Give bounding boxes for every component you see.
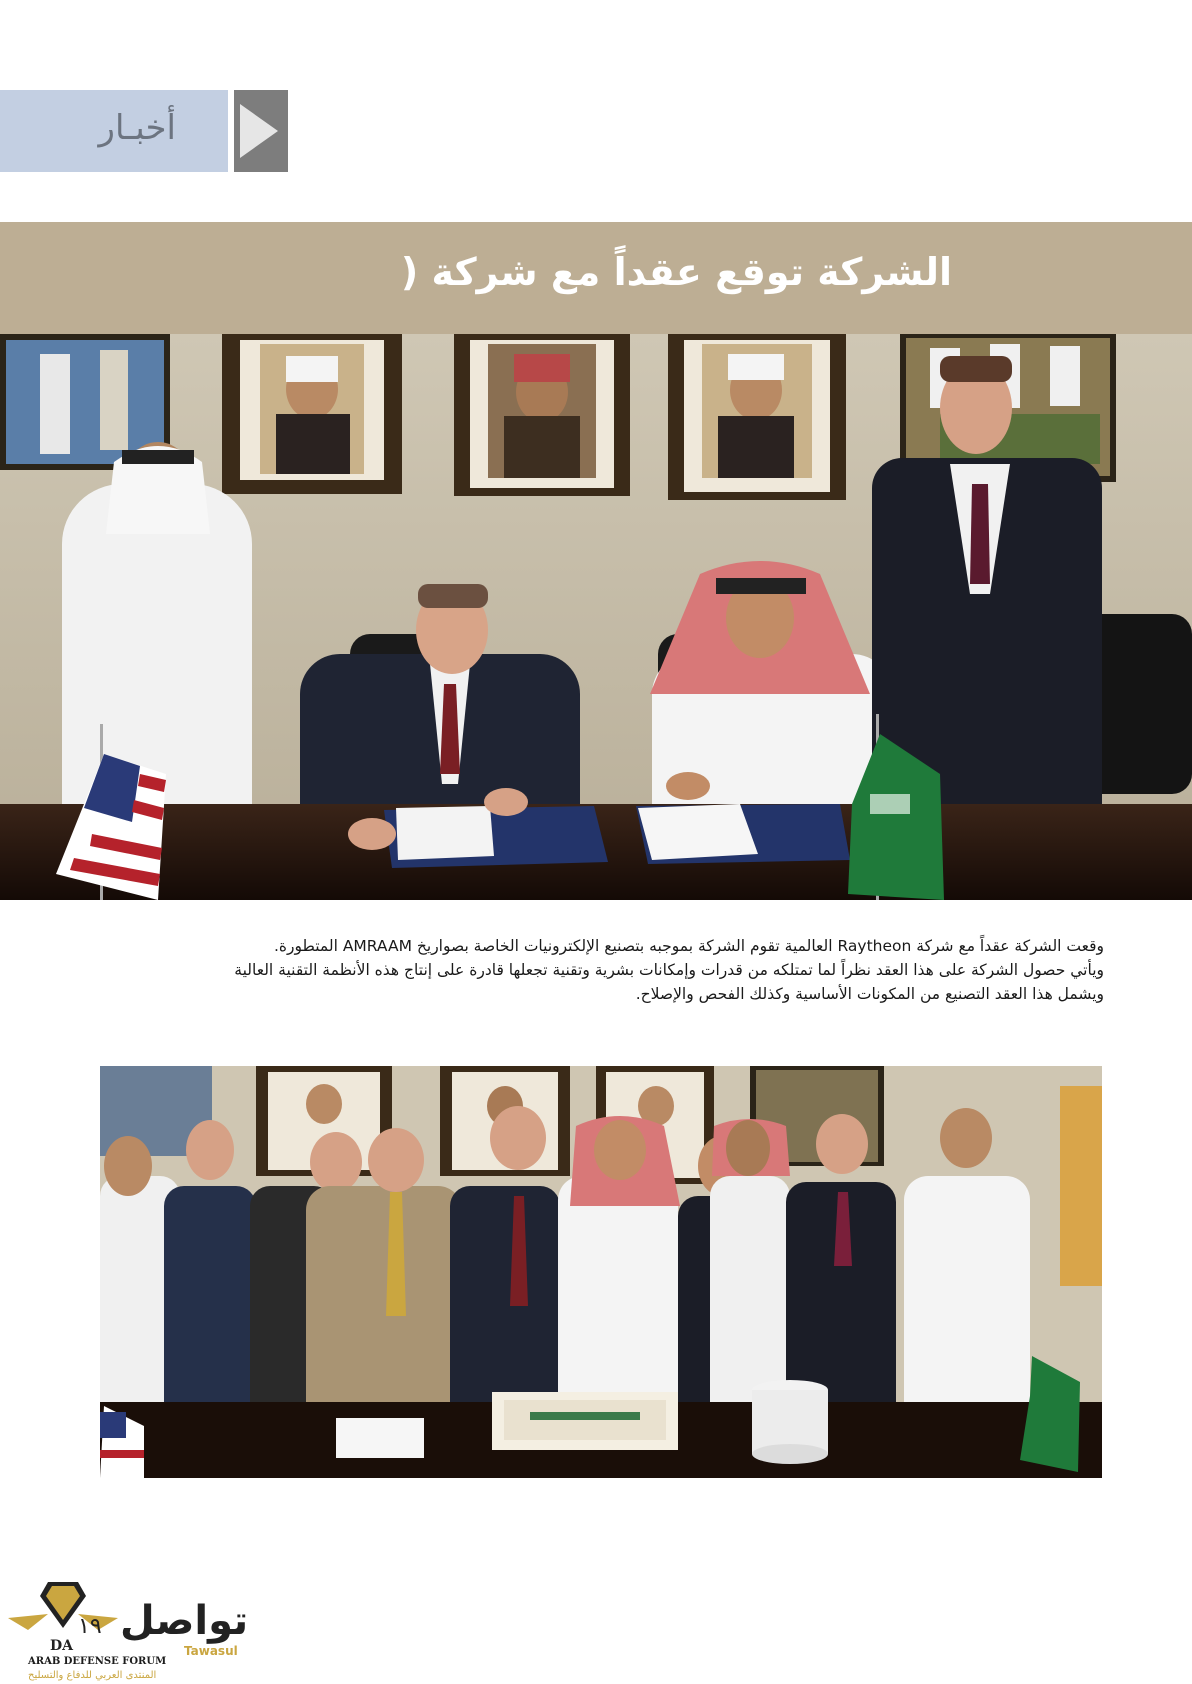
article-headline: الشركة توقع عقداً مع شركة ( (400, 250, 952, 294)
section-label: أخبـار (98, 108, 176, 148)
caption-line: وقعت الشركة عقداً مع شركة Raytheon العالمية تقوم الشركة بموجبه بتصنيع الإلكترونيات الخاصة بصواريخ AMRAAM المتطورة. (273, 937, 1104, 955)
signing-ceremony-photo (0, 334, 1192, 900)
brand-name-arabic: تواصل (120, 1598, 249, 1644)
publication-logo (8, 1578, 248, 1684)
caption-line: ويأتي حصول الشركة على هذا العقد نظراً لما تمتلكه من قدرات وإمكانات بشرية وتقنية تجعلها قادرة على إنتاج هذه الأنظمة التقنية العالية (234, 961, 1104, 979)
article-caption (84, 934, 1104, 1006)
watermark-english: ARAB DEFENSE FORUM (28, 1656, 167, 1667)
group-photo (100, 1066, 1102, 1478)
play-arrow-icon (234, 90, 288, 172)
brand-name-english: Tawasul (184, 1644, 238, 1658)
section-tab (0, 90, 228, 172)
page-number: ١٩ (78, 1614, 102, 1639)
svg-text:DA: DA (50, 1638, 74, 1654)
caption-line: ويشمل هذا العقد التصنيع من المكونات الأساسية وكذلك الفحص والإصلاح. (635, 985, 1104, 1003)
watermark-arabic: المنتدى العربي للدفاع والتسليح (28, 1670, 157, 1681)
headline-band (0, 222, 1192, 334)
